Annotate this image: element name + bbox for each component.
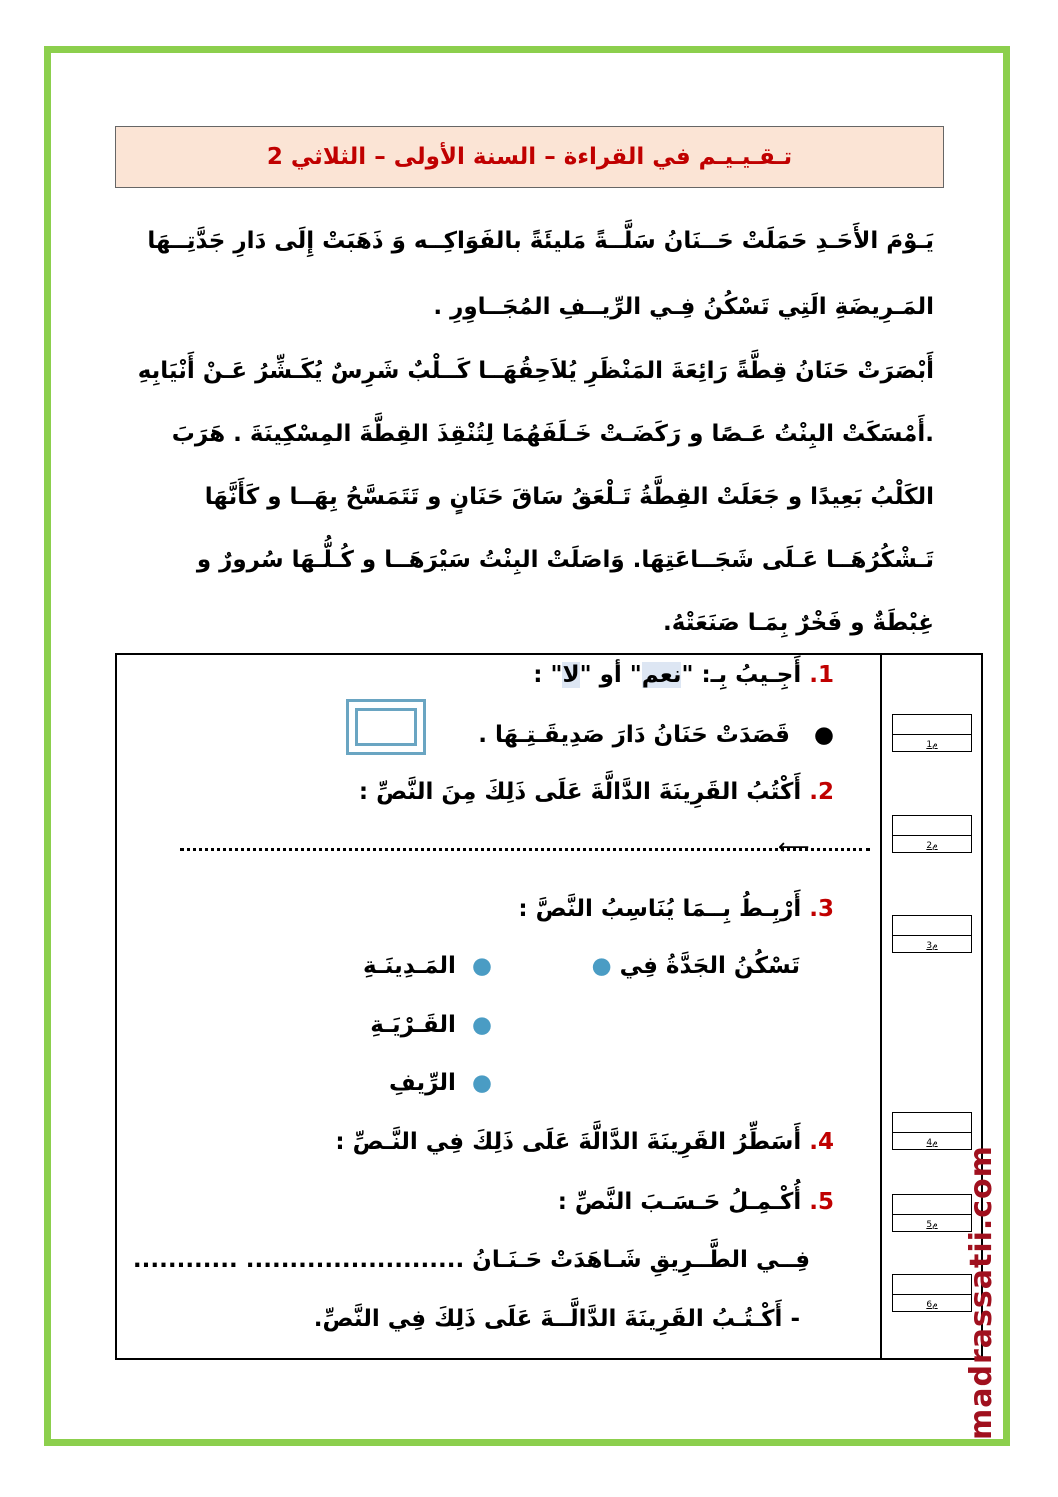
question-text: أَسَطِّرُ القَرِينَةَ الدَّالَّةَ عَلَى ذَلِكَ فِي النَّـصِّ : — [335, 1129, 802, 1155]
score-box-5[interactable] — [892, 1194, 972, 1232]
score-box-6[interactable] — [892, 1274, 972, 1312]
question-text: أَكْتُبُ القَرِينَةَ الدَّالَّةَ عَلَى ذَلِكَ مِنَ النَّصِّ : — [358, 779, 802, 805]
passage-paragraph-1: يَـوْمَ الأَحَـدِ حَمَلَتْ حَــنَانُ سَلَّــةً مَليئَةً بالفَوَاكِــه وَ ذَهَبَتْ إِلَى دَارِ جَدَّتِــهَا المَـرِيضَةِ الَتِي تَسْكُنُ فِـي الرِّيــفِ المُجَــاوِرِ . — [147, 228, 934, 320]
page-title: تـقـيـيـم في القراءة – السنة الأولى – الثلاثي 2 — [266, 144, 793, 170]
bullet-icon: ● — [789, 722, 834, 748]
match-option[interactable] — [370, 1012, 492, 1038]
answer-line[interactable] — [180, 848, 870, 851]
question-number: 5. — [809, 1189, 834, 1215]
score-label: م5 — [926, 1220, 938, 1230]
question-1 — [533, 662, 834, 688]
option-text: القَـرْيَـةِ — [370, 1012, 456, 1038]
statement-text: قَصَدَتْ حَنَانُ دَارَ صَدِيقَـتِـهَا . — [478, 722, 790, 748]
score-label: م1 — [926, 740, 938, 750]
arrow-left-icon: ⟵ — [778, 835, 810, 860]
score-box-2[interactable] — [892, 815, 972, 853]
bullet-icon[interactable]: ● — [591, 953, 620, 979]
question-number: 4. — [809, 1129, 834, 1155]
question-text: أَجِـيبُ بِـ: " — [681, 662, 802, 688]
score-box-3[interactable] — [892, 915, 972, 953]
bullet-icon: ● — [455, 1070, 492, 1096]
stem-text: تَسْكُنُ الجَدَّةُ فِي — [619, 953, 800, 979]
score-label: م4 — [926, 1138, 938, 1148]
score-label: م6 — [926, 1300, 938, 1310]
answer-box[interactable] — [346, 699, 426, 755]
passage-paragraph-2: أَبْصَرَتْ حَنَانُ قِطَّةً رَائِعَةَ المَنْظَرِ يُلاَحِقُهَــا كَــلْبٌ شَرِسٌ يُكَـشِّرُ عَـنْ أَنْيَابِهِ .أَمْسَكَتْ البِنْتُ عَـصًا و رَكَضَـتْ خَـلَفَهُمَا لِتُنْقِذَ القِطَّةَ المِسْكِينَةَ . هَرَبَ الكَلْبُ بَعِيدًا و جَعَلَتْ القِطَّةُ تَـلْعَقُ سَاقَ حَنَانٍ و تَتَمَسَّحُ بِهَــا و كَأَنَّهَا تَـشْكُرُهَــا عَـلَى شَجَــاعَتِهَا. وَاصَلَتْ البِنْتُ سَيْرَهَــا و كُـلُّـهَا سُرورٌ و غِبْطَةٌ و فَخْرٌ بِمَـا صَنَعَتْهُ. — [137, 358, 934, 636]
score-label: م3 — [926, 941, 938, 951]
option-text: الرِّيفِ — [389, 1070, 456, 1096]
title-box — [115, 126, 944, 188]
watermark: madrassatii.com — [964, 1145, 999, 1440]
score-box-1[interactable] — [892, 714, 972, 752]
question-5 — [558, 1189, 834, 1215]
question-2 — [359, 779, 834, 805]
question-number: 3. — [809, 896, 834, 922]
option-text: المَـدِينَـةِ — [362, 953, 456, 979]
match-option[interactable] — [363, 953, 492, 979]
yes-option[interactable]: نعم — [641, 662, 682, 688]
question-5-sub: - أَكْـتُـبُ القَرِينَةَ الدَّالَّــةَ عَلَى ذَلِكَ فِي النَّصِّ. — [313, 1306, 800, 1332]
question-text: أُكْـمِـلُ حَـسَـبَ النَّصِّ : — [557, 1189, 802, 1215]
question-text: أَرْبِـطُ بِــمَا يُنَاسِبُ النَّصَّ : — [518, 896, 802, 922]
score-box-4[interactable] — [892, 1112, 972, 1150]
bullet-icon: ● — [455, 1012, 492, 1038]
score-column-divider — [880, 653, 882, 1360]
question-text: " : — [533, 662, 563, 688]
question-number: 1. — [809, 662, 834, 688]
question-4 — [335, 1129, 834, 1155]
no-option[interactable]: لا — [562, 662, 580, 688]
score-label: م2 — [926, 841, 938, 851]
match-option[interactable] — [389, 1070, 492, 1096]
question-5-fill-line[interactable]: فِــي الطَّــرِيقِ شَـاهَدَتْ حَـنَـانُ ......................... ............ — [132, 1247, 810, 1273]
question-3 — [518, 896, 834, 922]
question-1-statement — [478, 722, 834, 748]
bullet-icon: ● — [455, 953, 492, 979]
question-text: " أو " — [579, 662, 642, 688]
match-stem — [592, 953, 801, 979]
question-number: 2. — [809, 779, 834, 805]
